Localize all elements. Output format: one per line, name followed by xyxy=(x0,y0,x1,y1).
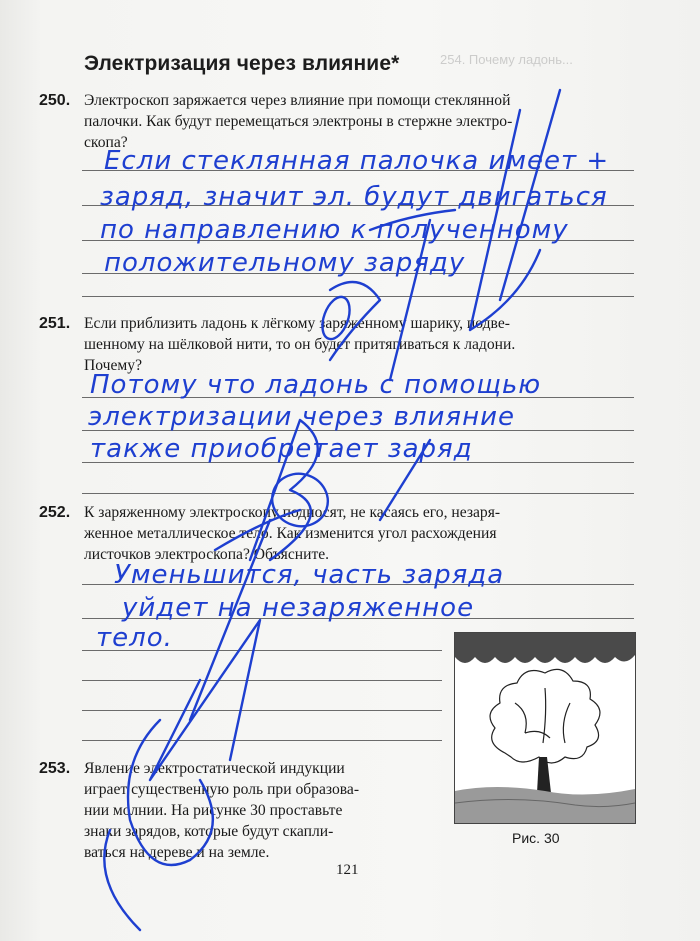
answer-252-line-3: тело. xyxy=(96,623,173,653)
answer-252-line-1: Уменьшится, часть заряда xyxy=(114,560,505,590)
answer-250-line-2: заряд, значит эл. будут двигаться xyxy=(100,182,608,212)
scribble-stroke xyxy=(470,110,540,330)
answer-252-line-2: уйдет на незаряженное xyxy=(122,593,475,623)
task-text: Если приблизить ладонь к лёгкому заряженному шарику, подве- шенному на шёлковой нити, то он будет притягиваться к ладони. Почему? xyxy=(84,315,516,374)
answer-251-line-1: Потому что ладонь с помощью xyxy=(90,370,542,400)
task-number: 252. xyxy=(39,504,71,521)
task-text: Электроскоп заряжается через влияние при помощи стеклянной палочки. Как будут перемещаться электроны в стержне электро- скопа? xyxy=(84,92,513,151)
figure-caption: Рис. 30 xyxy=(512,830,560,846)
answer-250-line-1: Если стеклянная палочка имеет + xyxy=(104,146,610,176)
answer-251-line-3: также приобретает заряд xyxy=(90,434,473,464)
task-text: Явление электростатической индукции играет существенную роль при образова- нии молнии. На рисунке 30 проставьте знаки зарядов, которые будут скапли- ваться на дереве и на земле. xyxy=(84,760,360,861)
task-text: К заряженному электроскопу подносят, не касаясь его, незаря- женное металлическое тело. Как изменится угол расхождения листочков электроскопа? Объясните. xyxy=(84,504,501,563)
task-number: 253. xyxy=(39,760,71,777)
answer-251-line-2: электризации через влияние xyxy=(88,402,515,432)
task-number: 251. xyxy=(39,315,71,332)
page-number: 121 xyxy=(336,862,359,878)
section-title: Электризация через влияние* xyxy=(84,52,400,75)
task-number: 250. xyxy=(39,92,71,109)
answer-250-line-4: положительному заряду xyxy=(104,248,466,278)
answer-250-line-3: по направлению к полученному xyxy=(100,215,569,245)
bleed-through-text: 254. Почему ладонь... xyxy=(440,52,573,67)
